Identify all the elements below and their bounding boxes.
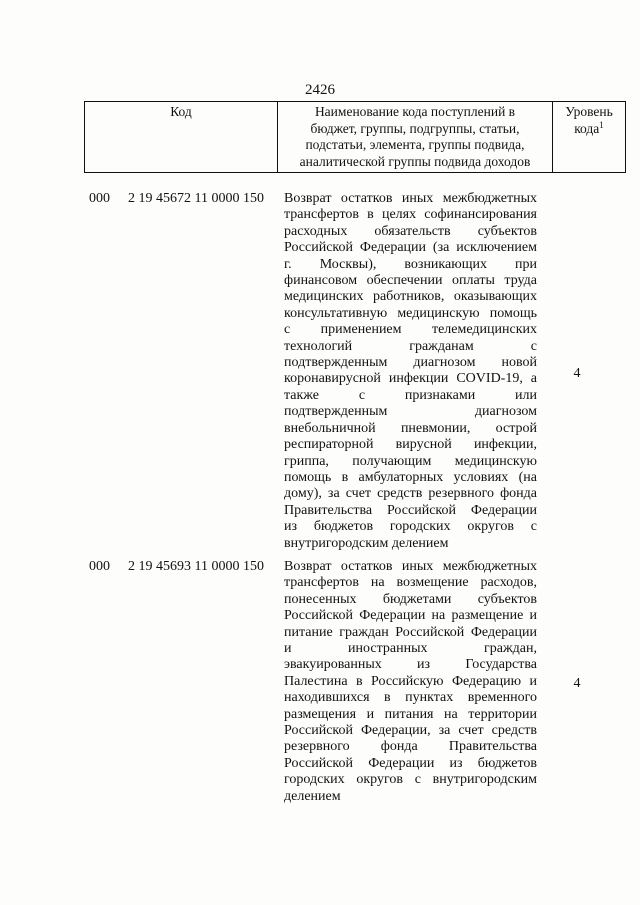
description-line: консультативную медицинскую помощь [284,305,537,321]
header-level [553,102,626,173]
description-line: расходных обязательств субъектов [284,223,537,239]
description-line: также с признаками или [284,387,537,403]
header-level-word: кода [574,120,600,136]
page-number: 2426 [305,82,335,98]
admin-code: 000 [89,559,110,574]
description-line: Возврат остатков иных межбюджетных [284,559,537,574]
description-line: питание граждан Российской Федерации [284,624,537,640]
revenue-code: 2 19 45693 11 0000 150 [128,559,264,574]
revenue-description [284,559,537,805]
description-line: коронавирусной инфекции COVID-19, а [284,371,537,387]
header-name-line: подстатьи, элемента, группы подвида, [305,137,525,153]
description-line: медицинских работников, оказывающих [284,289,537,305]
code-level: 4 [573,366,581,381]
description-line: внутригородским делением [284,535,449,551]
description-line: понесенных бюджетами субъектов [284,591,537,607]
header-name-line: аналитической группы подвида доходов [299,153,531,169]
description-line: финансовом обеспечении оплаты труда [284,273,537,289]
header-code: Код [85,102,278,173]
header-level-line2 [556,121,622,138]
table-header [84,101,626,173]
description-line: городских округов с внутригородским [284,772,537,788]
header-level-line1: Уровень [565,104,613,119]
description-line: Правительства Российской Федерации [284,502,537,518]
header-name-line: Наименование кода поступлений в [314,104,516,119]
description-line: г. Москвы), возникающих при [284,256,537,272]
description-line: респираторной вирусной инфекции, [284,437,537,453]
description-line: резервного фонда Правительства [284,739,537,755]
description-line: Российской Федерации на размещение и [284,608,537,624]
description-line: подтвержденным диагнозом новой [284,355,537,371]
description-line: трансфертов в целях софинансирования [284,207,537,223]
description-line: дому), за счет средств резервного фонда [284,486,537,502]
description-line: Российской Федерации (за исключением [284,240,537,256]
description-line: гриппа, получающим медицинскую [284,453,537,469]
description-line: делением [284,788,341,804]
description-line: Российской Федерации, за счет средств [284,723,537,739]
footnote-marker: 1 [599,119,604,130]
code-level: 4 [573,676,581,691]
header-name [278,102,553,173]
description-line: эвакуированных из Государства [284,657,537,673]
description-line: технологий гражданам с [284,338,537,354]
revenue-code: 2 19 45672 11 0000 150 [128,191,264,206]
description-line: трансфертов на возмещение расходов, [284,575,537,591]
description-line: размещения и питания на территории [284,706,537,722]
description-line: с применением телемедицинских [284,322,537,338]
description-line: помощь в амбулаторных условиях (на [284,469,537,485]
description-line: находившихся в пунктах временного [284,690,537,706]
description-line: Российской Федерации из бюджетов [284,755,537,771]
description-line: подтвержденным диагнозом [284,404,537,420]
description-line: Возврат остатков иных межбюджетных [284,191,537,206]
description-line: внебольничной пневмонии, острой [284,420,537,436]
header-name-line: бюджет, группы, подгруппы, статьи, [310,120,520,136]
admin-code: 000 [89,191,110,206]
description-line: Палестина в Российскую Федерацию и [284,673,537,689]
description-line: и иностранных граждан, [284,641,537,657]
revenue-description [284,191,537,552]
description-line: из бюджетов городских округов с [284,519,537,535]
